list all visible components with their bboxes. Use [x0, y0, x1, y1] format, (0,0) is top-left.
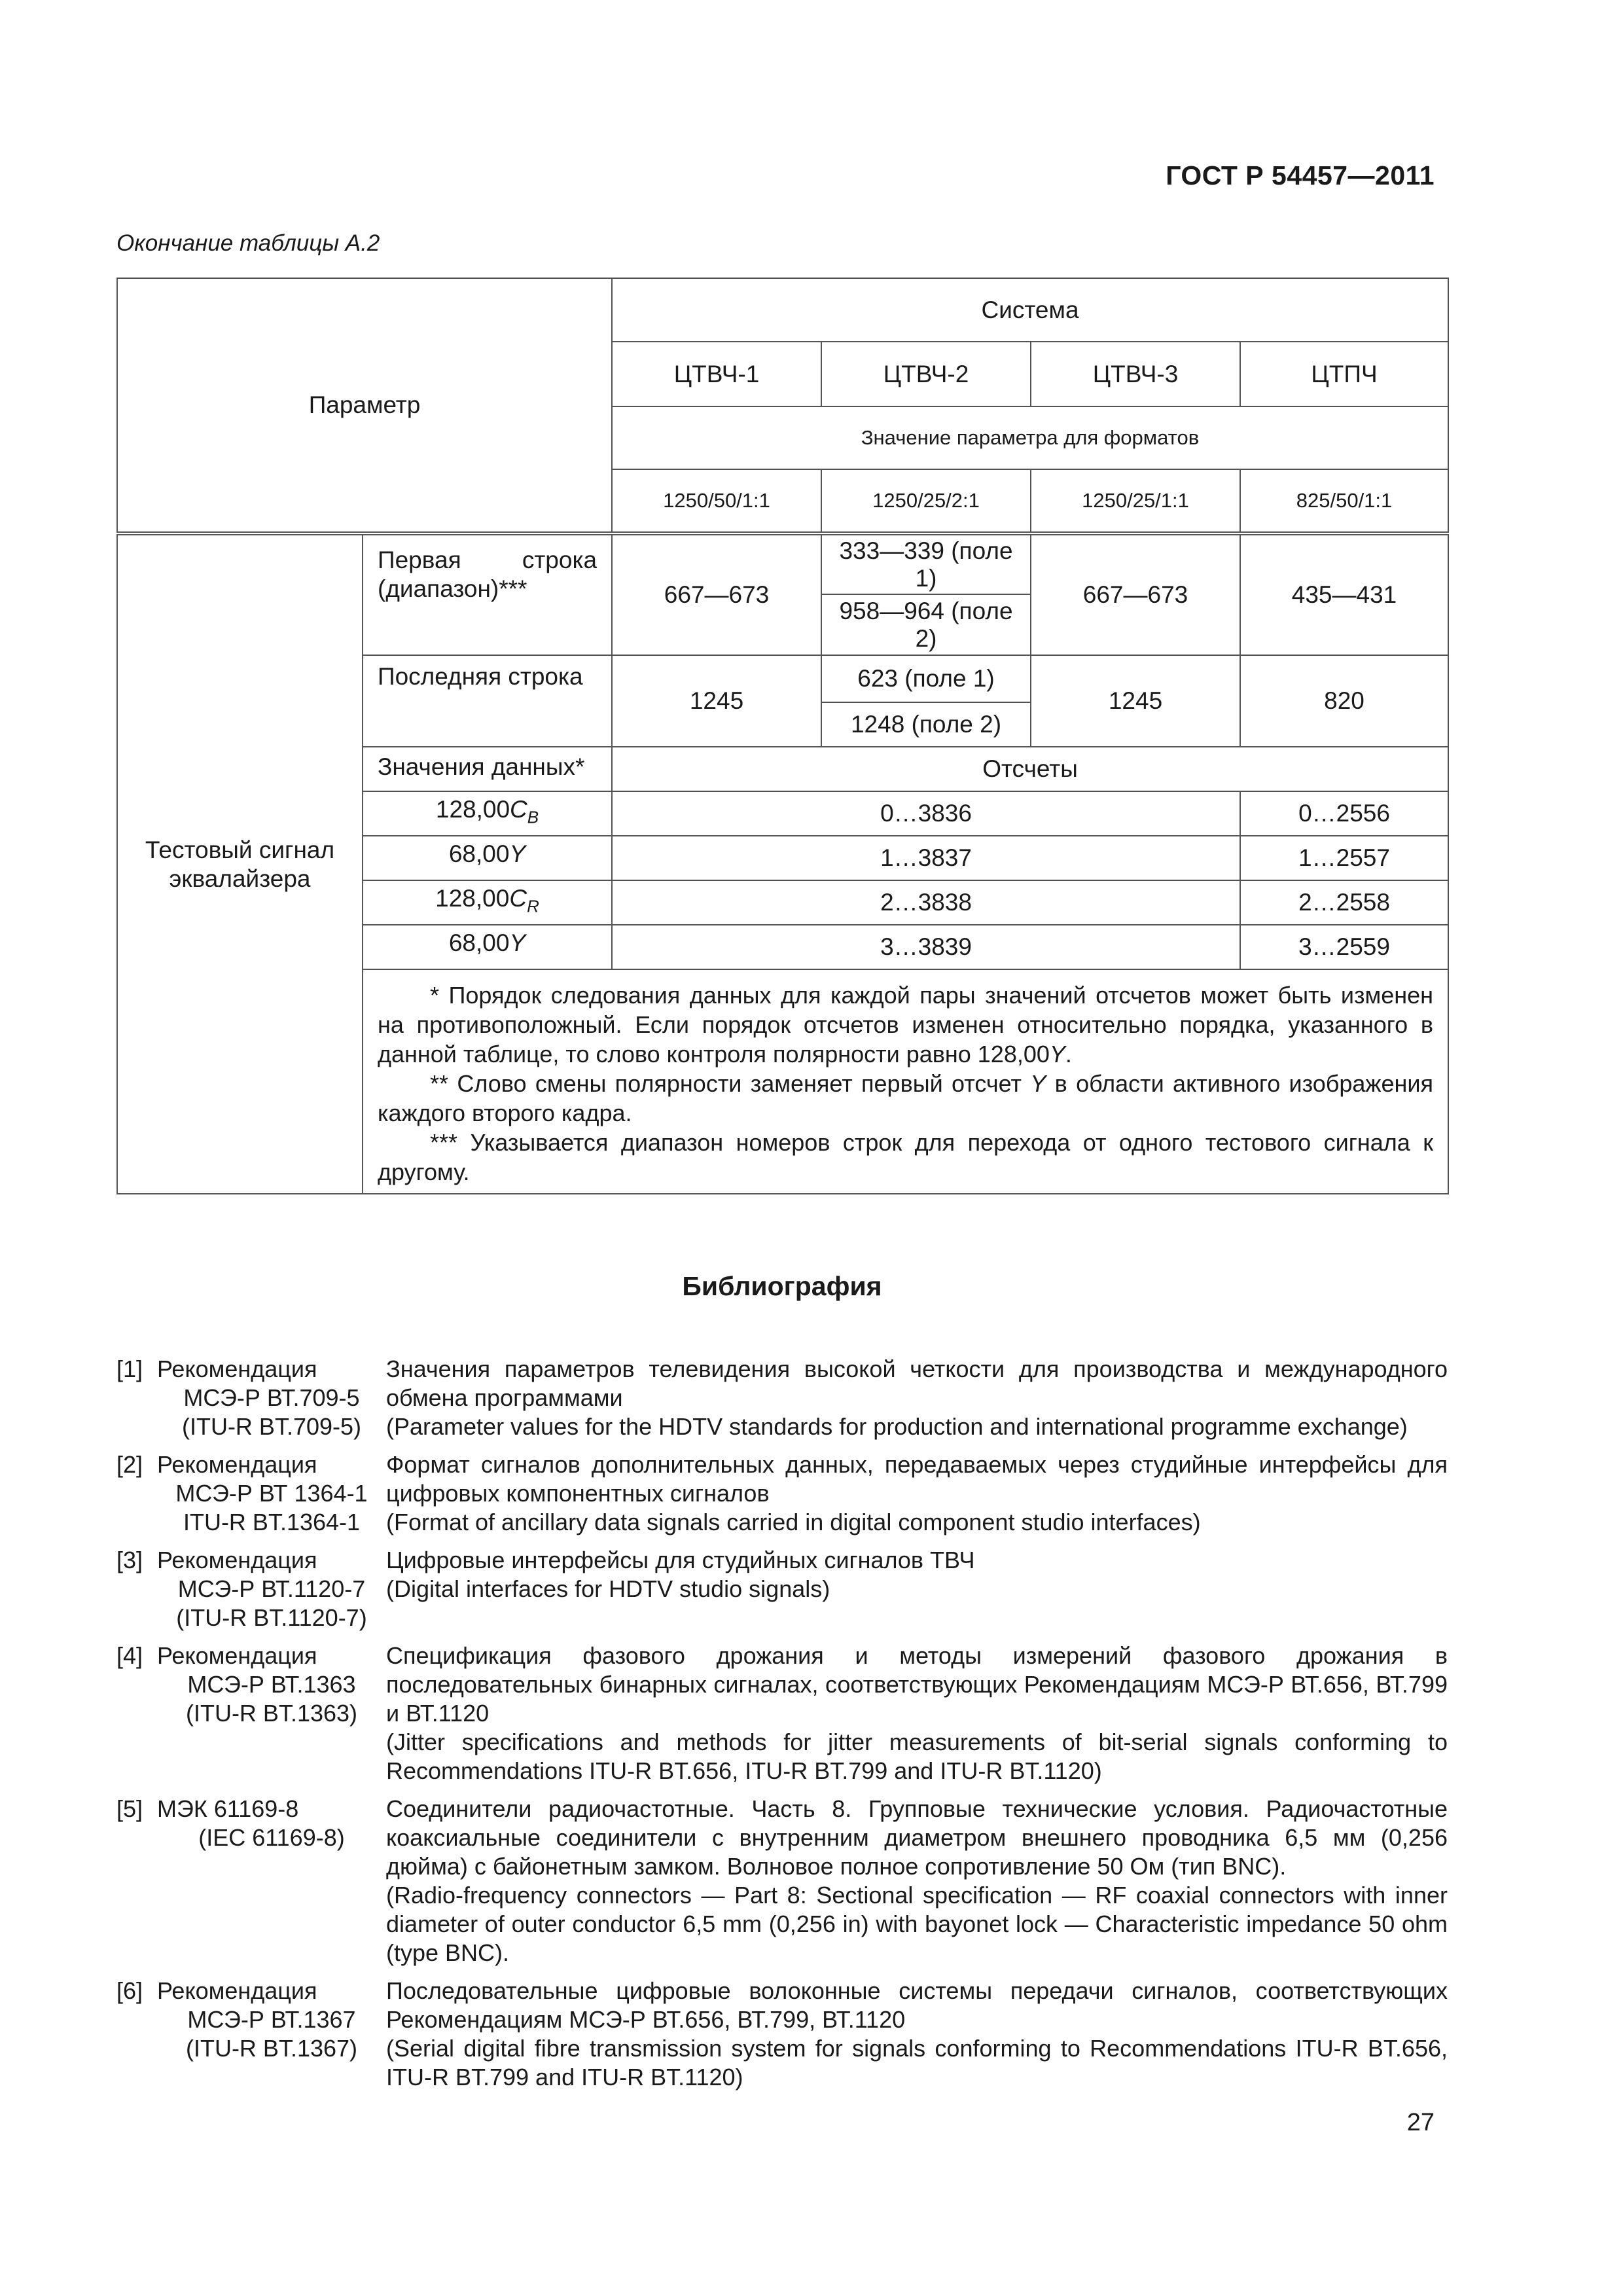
entry-description: Цифровые интерфейсы для студийных сигналов ТВЧ (Digital interfaces for HDTV studio signals) — [386, 1547, 975, 1602]
bibliography-entry — [116, 1977, 1448, 2092]
entry-reference: Рекомендация МСЭ-Р ВТ.1120-7 (ITU-R BT.1120-7) — [157, 1547, 367, 1631]
entry-reference: Рекомендация МСЭ-Р ВТ.709-5 (ITU-R BT.709-5) — [157, 1355, 362, 1440]
format-value: 825/50/1:1 — [1240, 469, 1448, 533]
footnote-1: * Порядок следования данных для каждой пары значений отсчетов может быть изменен на противоположный. Если порядок отсчетов изменен относительно порядка, указанного в данной таблице, то слово контроля полярности равно 128,00Y. — [378, 982, 1434, 1067]
entry-number: [5] — [116, 1795, 143, 1822]
last-line-label: Последняя строка — [363, 655, 612, 747]
table-cell: 0…2556 — [1240, 791, 1448, 836]
system-name: ЦТВЧ-3 — [1031, 342, 1240, 406]
page-number: 27 — [1406, 2109, 1435, 2136]
footnote-2: ** Слово смены полярности заменяет первый отсчет Y в области активного изображения каждого второго кадра. — [378, 1070, 1434, 1126]
table-cell: 435—431 — [1240, 533, 1448, 655]
entry-number: [4] — [116, 1642, 143, 1669]
bibliography-title: Библиография — [682, 1271, 882, 1301]
data-values-label: Значения данных* — [363, 747, 612, 791]
format-value: 1250/25/2:1 — [821, 469, 1031, 533]
entry-reference: МЭК 61169-8 (IEC 61169-8) — [157, 1795, 345, 1851]
table-cell: 1…2557 — [1240, 836, 1448, 880]
table-cell: 667—673 — [1031, 533, 1240, 655]
first-line-label: Первая строка (диапазон)*** — [363, 533, 612, 655]
system-name: ЦТПЧ — [1240, 342, 1448, 406]
entry-description: Спецификация фазового дрожания и методы измерений фазового дрожания в последовательных бинарных сигналах, соответствующих Рекомендациям МСЭ-Р ВТ.656, ВТ.799 и ВТ.1120 (Jitter specifications and methods for jitter measurements of bit-serial signals conforming to Recommendations ITU-R BT.656, ITU-R BT.799 and ITU-R BT.1120) — [386, 1642, 1448, 1784]
format-value: 1250/25/1:1 — [1031, 469, 1240, 533]
table-cell: 623 (поле 1) — [821, 655, 1031, 702]
footnote-3: *** Указывается диапазон номеров строк для перехода от одного тестового сигнала к другому. — [378, 1129, 1434, 1185]
table-cell: 820 — [1240, 655, 1448, 747]
table-cell: 3…2559 — [1240, 925, 1448, 969]
entry-number: [1] — [116, 1355, 143, 1382]
bibliography-entry — [116, 1355, 1448, 1441]
entry-reference: Рекомендация МСЭ-Р ВТ.1363 (ITU-R BT.1363) — [157, 1642, 358, 1727]
table-cell: 1245 — [612, 655, 821, 747]
system-name: ЦТВЧ-1 — [612, 342, 821, 406]
bibliography-entry — [116, 1641, 1448, 1785]
table-cell: 0…3836 — [612, 791, 1240, 836]
table-caption: Окончание таблицы А.2 — [116, 230, 380, 256]
entry-reference: Рекомендация МСЭ-Р ВТ.1367 (ITU-R BT.1367) — [157, 1977, 358, 2062]
group-label: Тестовый сигнал эквалайзера — [117, 533, 363, 1194]
data-word: $128,00C_R$ — [363, 880, 612, 925]
data-word: $128,00C_B$ — [363, 791, 612, 836]
entry-reference: Рекомендация МСЭ-Р ВТ 1364-1 ITU-R BT.1364-1 — [157, 1451, 368, 1535]
table-cell: 1245 — [1031, 655, 1240, 747]
table-header-row — [117, 278, 1448, 342]
param-header: Параметр — [117, 278, 612, 533]
entry-number: [3] — [116, 1547, 143, 1573]
bibliography-entry — [116, 1450, 1448, 1537]
entry-description: Последовательные цифровые волоконные системы передачи сигналов, соответствующих Рекомендациям МСЭ-Р ВТ.656, ВТ.799, ВТ.1120 (Serial digital fibre transmission system for signals conforming to Recommendations ITU-R BT.656, ITU-R BT.799 and ITU-R BT.1120) — [386, 1977, 1448, 2090]
entry-description: Значения параметров телевидения высокой четкости для производства и международного обмена программами (Parameter values for the HDTV standards for production and international programme exchange) — [386, 1355, 1448, 1440]
entry-description: Формат сигналов дополнительных данных, передаваемых через студийные интерфейсы для цифровых компонентных сигналов (Format of ancillary data signals carried in digital component studio interfaces) — [386, 1451, 1448, 1535]
entry-number: [6] — [116, 1977, 143, 2004]
table-row — [117, 533, 1448, 594]
table-cell: 1…3837 — [612, 836, 1240, 880]
data-word: 68,00Y — [363, 836, 612, 880]
table-cell: 2…2558 — [1240, 880, 1448, 925]
table-cell: 1248 (поле 2) — [821, 702, 1031, 747]
entry-number: [2] — [116, 1451, 143, 1478]
format-value: 1250/50/1:1 — [612, 469, 821, 533]
system-name: ЦТВЧ-2 — [821, 342, 1031, 406]
table-cell: 667—673 — [612, 533, 821, 655]
formats-header: Значение параметра для форматов — [612, 406, 1448, 469]
system-header: Система — [612, 278, 1448, 342]
table-cell: 333—339 (поле 1) — [821, 533, 1031, 594]
table-cell: 3…3839 — [612, 925, 1240, 969]
parameters-table — [116, 278, 1449, 1194]
standard-designation: ГОСТ Р 54457—2011 — [1166, 160, 1435, 190]
bibliography-list — [116, 1355, 1448, 2101]
table-cell: 958—964 (поле 2) — [821, 594, 1031, 655]
table-cell: 2…3838 — [612, 880, 1240, 925]
entry-description: Соединители радиочастотные. Часть 8. Групповые технические условия. Радиочастотные коаксиальные соединители с внутренним диаметром внешнего проводника 6,5 мм (0,256 дюйма) с байонетным замком. Волновое полное сопротивление 50 Ом (тип BNC). (Radio-frequency connectors — Part 8: Sectional specification — RF coaxial connectors with inner diameter of outer conductor 6,5 mm (0,256 in) with bayonet lock — Characteristic impedance 50 ohm (type BNC). — [386, 1795, 1448, 1966]
table-notes — [363, 969, 1448, 1194]
bibliography-entry — [116, 1546, 1448, 1632]
data-word: 68,00Y — [363, 925, 612, 969]
bibliography-entry — [116, 1795, 1448, 1967]
samples-header: Отсчеты — [612, 747, 1448, 791]
